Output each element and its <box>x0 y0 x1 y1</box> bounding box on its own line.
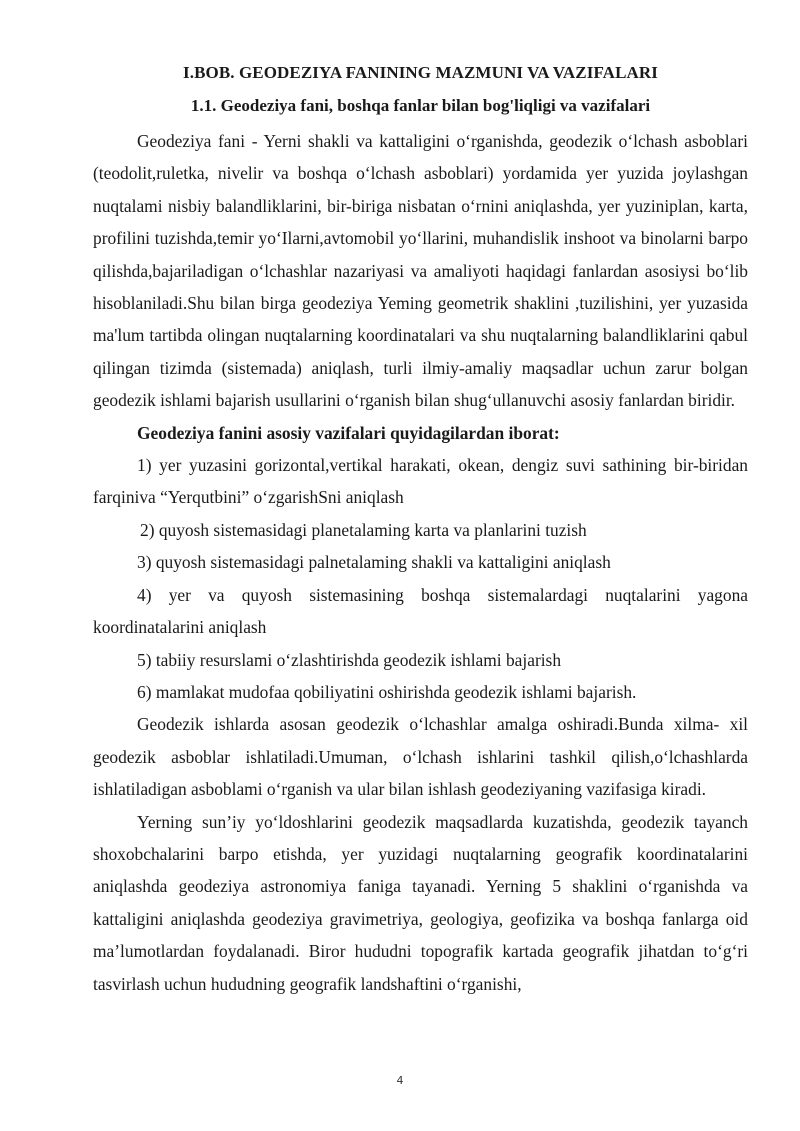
intro-paragraph: Geodeziya fani - Yerni shakli va kattaligini o‘rganishda, geodezik o‘lchash asboblari (teodolit,ruletka, nivelir va boshqa o‘lchash asboblari) yordamida yer yuzida joylashgan nuqtalami nisbiy balandliklarini, bir-biriga nisbatan o‘rnini aniqlashda, yer yuziniplan, karta, profilini tuzishda,temir yo‘Ilarni,avtomobil yo‘llarini, muhandislik inshoot va binolarni barpo qilishda,bajariladigan o‘lchashlar nazariyasi va amaliyoti haqidagi fanlardan asosiysi bo‘lib hisoblaniladi.Shu bilan birga geodeziya Yeming geometrik shaklini ,tuzilishini, yer yuzasida ma'lum tartibda olingan nuqtalarning koordinatalari va shu nuqtalarning balandliklarini qabul qilingan tizimda (sistemada) aniqlash, turli ilmiy-amaliy maqsadlar uchun zarur bolgan geodezik ishlami bajarish usullarini o‘rganish bilan shug‘ullanuvchi asosiy fanlardan biridir. <box>93 131 748 411</box>
chapter-title: I.BOB. GEODEZIYA FANINING MAZMUNI VA VAZIFALARI <box>183 63 658 82</box>
task-item-4: 4) yer va quyosh sistemasining boshqa sistemalardagi nuqtalarini yagona koordinatalarini aniqlash <box>93 584 748 638</box>
page-number: 4 <box>396 1074 404 1087</box>
task-item-6: 6) mamlakat mudofaa qobiliyatini oshirishda geodezik ishlami bajarish. <box>137 681 637 702</box>
body-paragraph: Yerning sun’iy yo‘ldoshlarini geodezik maqsadlarda kuzatishda, geodezik tayanch shoxobchalarini barpo etishda, yer yuzidagi nuqtalarning geografik koordinatalarini aniqlashda geodeziya astronomiya faniga tayanadi. Yerning 5 shaklini o‘rganishda va kattaligini aniqlashda geodeziya gravimetriya, geologiya, geofizika va boshqa fanlarga oid ma’lumotlardan foydalanadi. Biror hududni topografik kartada geografik jihatdan to‘g‘ri tasvirlash uchun hududning geografik landshaftini o‘rganishi, <box>93 811 748 994</box>
task-item-2: 2) quyosh sistemasidagi planetalaming karta va planlarini tuzish <box>140 519 587 540</box>
page-content <box>93 62 748 1000</box>
tasks-heading: Geodeziya fanini asosiy vazifalari quyidagilardan iborat: <box>137 422 560 443</box>
task-item-5: 5) tabiiy resurslami o‘zlashtirishda geodezik ishlami bajarish <box>137 649 562 670</box>
section-title: 1.1. Geodeziya fani, boshqa fanlar bilan bog'liqligi va vazifalari <box>190 96 651 115</box>
task-item-3: 3) quyosh sistemasidagi palnetalaming shakli va kattaligini aniqlash <box>137 552 611 573</box>
task-item-1: 1) yer yuzasini gorizontal,vertikal harakati, okean, dengiz suvi sathining bir-biridan farqiniva “Yerqutbini” o‘zgarishSni aniqlash <box>93 455 748 508</box>
body-paragraph: Geodezik ishlarda asosan geodezik o‘lchashlar amalga oshiradi.Bunda xilma- xil geodezik asboblar ishlatiladi.Umuman, o‘lchash ishlarini tashkil qilish,o‘lchashlarda ishlatiladigan asboblami o‘rganish va ular bilan ishlash geodeziyaning vazifasiga kiradi. <box>93 714 748 800</box>
